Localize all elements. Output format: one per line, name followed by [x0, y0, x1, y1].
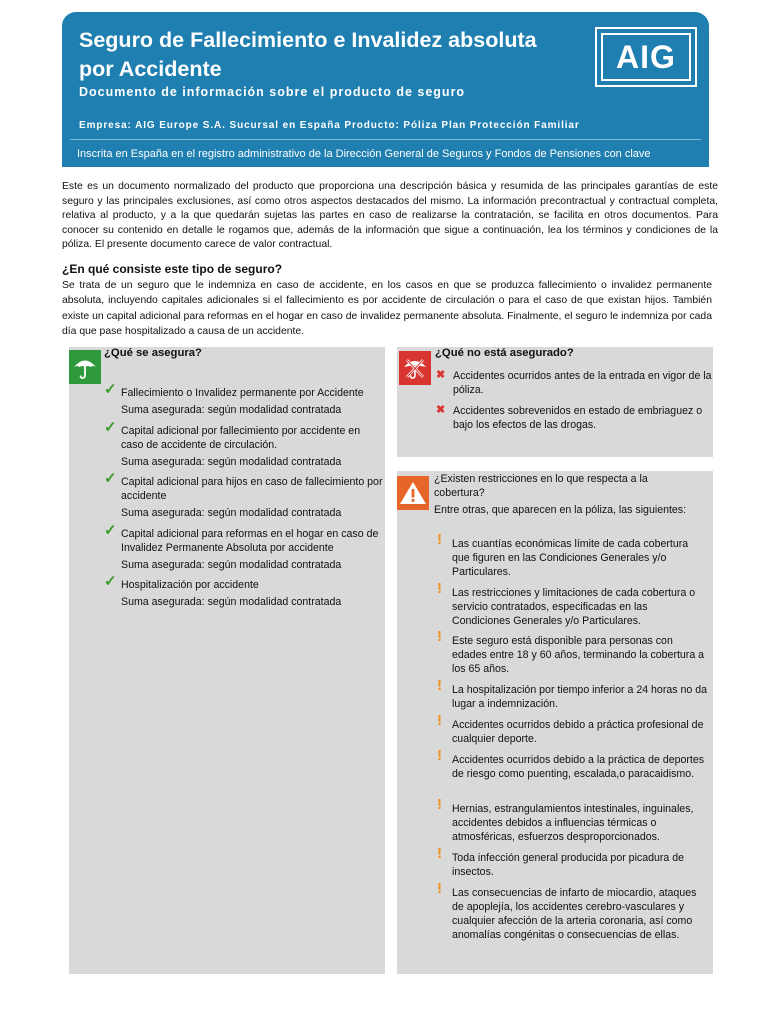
excluded-item: ✖ Accidentes ocurridos antes de la entrada en vigor de la póliza. [436, 369, 712, 396]
covered-title: ¿Qué se asegura? [104, 347, 202, 359]
check-icon: ✓ [104, 522, 117, 539]
exclamation-icon: ! [437, 712, 442, 729]
covered-item: ✓ Hospitalización por accidente Suma asegurada: según modalidad contratada [104, 573, 342, 608]
document-header [62, 12, 709, 167]
exclamation-icon: ! [437, 845, 442, 862]
aig-logo [595, 27, 697, 87]
restrictions-panel [397, 471, 713, 974]
restriction-item: ! Accidentes ocurridos debido a práctica profesional de cualquier deporte. [437, 712, 704, 745]
covered-item: ✓ Capital adicional para hijos en caso de fallecimiento por accidente Suma asegurada: según modalidad contratada [104, 470, 383, 519]
section-title-consiste: ¿En qué consiste este tipo de seguro? [62, 262, 283, 276]
intro-paragraph: Este es un documento normalizado del producto que proporciona una descripción básica y resumida de las principales garantías de este seguro y las principales exclusiones, así como otros aspectos destacados del mismo. La información precontractual y contractual completa, relativa al producto, y a la que quedarán sujetas las partes en caso de realizarse la contratación, se facilita en otros documentos. Para conocer su contenido en detalle le rogamos que, además de la información que sigue a continuación, lea los términos y condiciones de la póliza. El presente documento carece de valor contractual. [62, 181, 718, 251]
cross-icon: ✖ [436, 404, 446, 416]
covered-item: ✓ Capital adicional para reformas en el hogar en caso de Invalidez Permanente Absoluta por accidente Suma asegurada: según modalidad contratada [104, 522, 379, 571]
restriction-item: ! Este seguro está disponible para personas con edades entre 18 y 60 años, terminando la cobertura a los 65 años. [437, 628, 705, 675]
excluded-umbrella-icon [399, 351, 431, 385]
covered-item: ✓ Capital adicional por fallecimiento por accidente en caso de accidente de circulación. Suma asegurada: según modalidad contratada [104, 419, 361, 468]
section-text-consiste: Se trata de un seguro que le indemniza en caso de accidente, en los casos en que se produzca fallecimiento o invalidez permanente absoluta, incluyendo capitales adicionales si el fallecimiento es por accidente de circulación o para el caso de que existan hijos. También existe un capital adicional para reformas en el hogar en caso de invalidez permanente absoluta. Finalmente, el seguro le indemniza por cada día que pase hospitalizado a causa de un accidente. [62, 280, 712, 338]
exclamation-icon: ! [437, 628, 442, 645]
company-product-line: Empresa: AIG Europe S.A. Sucursal en España Producto: Póliza Plan Protección Familiar [79, 120, 580, 131]
exclamation-icon: ! [437, 796, 442, 813]
not-covered-title: ¿Qué no está asegurado? [435, 347, 574, 359]
restriction-item: ! Toda infección general producida por picadura de insectos. [437, 845, 685, 878]
document-title: Seguro de Fallecimiento e Invalidez absoluta por Accidente [79, 28, 537, 81]
restriction-item: ! La hospitalización por tiempo inferior a 24 horas no da lugar a indemnización. [437, 677, 707, 710]
restrictions-intro: Entre otras, que aparecen en la póliza, las siguientes: [434, 504, 687, 516]
aig-logo-text: AIG [601, 33, 691, 81]
document-subtitle: Documento de información sobre el producto de seguro [79, 85, 466, 99]
check-icon: ✓ [104, 573, 117, 590]
check-icon: ✓ [104, 381, 117, 398]
restrictions-title: ¿Existen restricciones en lo que respecta a la cobertura? [434, 473, 648, 499]
excluded-item: ✖ Accidentes sobrevenidos en estado de embriaguez o bajo los efectos de las drogas. [436, 404, 703, 431]
covered-item: ✓ Fallecimiento o Invalidez permanente por Accidente Suma asegurada: según modalidad contratada [104, 381, 364, 416]
exclamation-icon: ! [437, 880, 442, 897]
warning-icon [397, 476, 429, 510]
check-icon: ✓ [104, 470, 117, 487]
registry-line: Inscrita en España en el registro administrativo de la Dirección General de Seguros y Fondos de Pensiones con clave [77, 148, 651, 160]
restriction-item: ! Hernias, estrangulamientos intestinales, inguinales, accidentes debidos a influencias térmicas o atmosféricas, esfuerzos desproporcionados. [437, 796, 694, 843]
cross-icon: ✖ [436, 369, 446, 381]
exclamation-icon: ! [437, 747, 442, 764]
covered-panel [69, 347, 385, 974]
exclamation-icon: ! [437, 531, 442, 548]
not-covered-panel [397, 347, 713, 457]
restriction-item: ! Las restricciones y limitaciones de cada cobertura o servicio contratados, especificadas en las Condiciones Generales y/o Particulares. [437, 580, 696, 627]
umbrella-icon [69, 350, 101, 384]
restriction-item: ! Las cuantías económicas límite de cada cobertura que figuren en las Condiciones Generales y/o Particulares. [437, 531, 689, 578]
exclamation-icon: ! [437, 677, 442, 694]
header-divider [70, 139, 701, 140]
restriction-item: ! Accidentes ocurridos debido a la práctica de deportes de riesgo como puenting, escalada,o paracaidismo. [437, 747, 705, 780]
exclamation-icon: ! [437, 580, 442, 597]
check-icon: ✓ [104, 419, 117, 436]
restriction-item: ! Las consecuencias de infarto de miocardio, ataques de apoplejía, los accidentes cerebro-vasculares y cualquier afección de la arteria coronaria, así como anomalías congénitas o consecuencias de ellas. [437, 880, 697, 941]
